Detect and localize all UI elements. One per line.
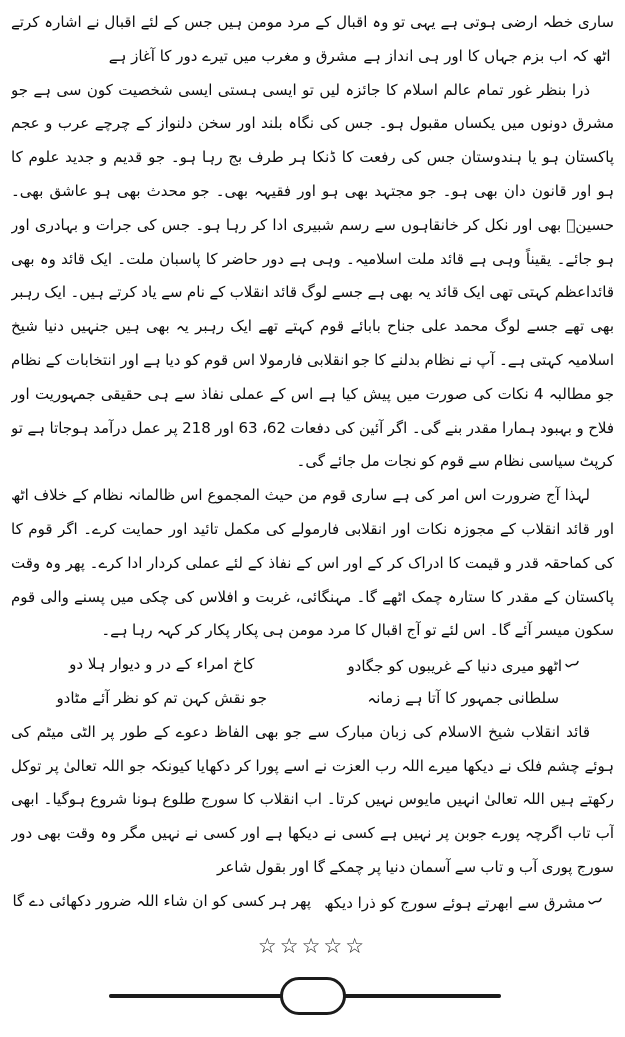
text-line: ہو اور قانون دان بھی ہو۔ جو مجتہد بھی ہو اور فقیہہ بھی۔ جو محدث بھی ہو عاشق بھی۔: [11, 181, 614, 200]
couplet-row: [11, 885, 614, 919]
hemistich-right: اٹھ کہ اب بزم جہاں کا اور ہی انداز ہے: [363, 46, 611, 65]
hemistich-left: مشرق و مغرب میں تیرے دور کا آغاز ہے: [108, 46, 358, 65]
text-line: قائداعظم کہتی تھی ایک قائد یہ بھی ہے جسے لوگ قائد انقلاب کے نام سے یاد کرتے ہیں۔ ایک رہبر: [11, 283, 614, 302]
text-line: سورج پوری آب و تاب سے آسمان دنیا پر چمکے گا اور بقول شاعر: [217, 857, 614, 876]
hemistich-left: کاخ امراء کے در و دیوار ہلا دو: [69, 655, 255, 674]
hemistich-right: [313, 648, 615, 682]
text-line: آب تاب اگرچہ پورے جوبن پر نہیں ہے کسی نے دیکھا ہے اور کسی نے نہیں مگر وہ وقت بھی دور: [11, 824, 614, 843]
text-line: سکون میسر آئے گا۔ اس لئے تو آج اقبال کا مرد مومن ہی پکار پکار کر کہہ رہا ہے۔: [101, 621, 614, 640]
verse-mark-icon: [565, 648, 579, 682]
text-line: فلاح و بہبود ہمارا مقدر بنے گی۔ اگر آئین کی دفعات 62، 63 اور 218 پر عمل درآمد ہوجاتا ہے تو: [11, 418, 614, 437]
hemistich-text: مشرق سے ابھرتے ہوئے سورج کو ذرا دیکھ: [324, 893, 586, 912]
text-line: ذرا بنظر غور تمام عالم اسلام کا جائزہ لیں تو ایسی ہستی ایسی شخصیت کون سی ہے جو: [11, 80, 590, 99]
hemistich-text: اٹھو میری دنیا کے غریبوں کو جگادو: [347, 657, 563, 676]
text-line: رکھتے ہیں اللہ تعالیٰ انہیں مایوس نہیں کرتا۔ اب انقلاب کا سورج طلوع ہونا شروع ہوگیا۔ ابھی: [11, 790, 614, 809]
star-separator: ☆☆☆☆☆: [257, 933, 368, 958]
text-line: پاکستان ہو یا ہندوستان جس کی رفعت کا ڈنکا ہر طرف بج رہا ہو۔ جو قدیم و جدید علوم کا: [11, 148, 614, 167]
hemistich-right: [313, 885, 615, 919]
couplet-row: [11, 40, 614, 74]
text-line: ساری خطہ ارضی ہوتی ہے یہی تو وہ اقبال کے مرد مومن ہیں جس کے لئے اقبال نے اشارہ کرتے: [11, 13, 614, 31]
text-line: اور قائد انقلاب کے مجوزہ نکات اور انقلابی فارمولے کی مکمل تائید اور حمایت کرے۔ اگر قوم کا: [11, 519, 614, 538]
couplet-row: [11, 648, 614, 682]
text-line: جو مطالبہ 4 نکات کی صورت میں پیش کیا ہے اس کے عملی نفاذ سے ہی حقیقی جمہوریت اور: [11, 384, 614, 403]
text-line: حسینؓ بھی اور نکل کر خانقاہوں سے رسم شبیری ادا کر رہا ہو۔ جس کی جرات و بہادری اور: [11, 215, 614, 234]
text-line: لہذا آج ضرورت اس امر کی ہے ساری قوم من حیث المجموع اس ظالمانہ نظام کے خلاف اٹھ: [11, 486, 590, 505]
text-line: پاکستان کے مقدر کا ستارہ چمک اٹھے گا۔ مہنگائی، غربت و افلاس کی چکی میں پسنے والی قوم: [11, 587, 614, 606]
text-line: اسلامیہ کہتی ہے۔ آپ نے نظام بدلنے کا جو انقلابی فارمولا اس قوم کو دیا ہے اور انتخابات کے نظام: [11, 350, 614, 369]
text-line: بھی تھے جسے لوگ محمد علی جناح بابائے قوم کہتے تھے ایک رہبر یہ بھی ہیں جنہیں دنیا شیخ: [11, 317, 614, 336]
text-line: مشرق دونوں میں یکساں مقبول ہو۔ جس کی نگاہ بلند اور سخن دلنواز کے چرچے عرب و عجم: [11, 114, 614, 133]
verse-mark-icon: [588, 885, 602, 919]
text-line: قائد انقلاب شیخ الاسلام کی زبان مبارک سے جو بھی الفاظ دعوے کے طور پر الٹی میٹم کی: [11, 722, 590, 741]
hemistich-left: جو نقش کہن تم کو نظر آئے مٹادو: [56, 688, 268, 707]
text-line: ہوئے چشم فلک نے دیکھا میرے اللہ رب العزت نے اسے پورا کر دکھایا کیونکہ جو اللہ تعالیٰ پر توکل: [11, 756, 614, 775]
text-line: کی کماحقہ قدر و قیمت کا ادراک کر کے اور اس کے نفاذ کے لئے عملی کردار ادا کرے۔ پھر وہ وقت: [11, 553, 614, 572]
couplet-row: [11, 682, 614, 716]
text-line: ہو جائے۔ یقیناً وہی ہے قائد ملت اسلامیہ۔ وہی ہے دور حاضر کا پاسبان ملت۔ ایک قائد وہ بھی: [11, 249, 614, 268]
text-line: کرپٹ سیاسی نظام سے قوم کو نجات مل جائے گی۔: [296, 452, 614, 471]
hemistich-right: سلطانی جمہور کا آتا ہے زمانہ: [367, 688, 560, 707]
footer-capsule: [280, 977, 346, 1015]
hemistich-left: پھر ہر کسی کو ان شاء اللہ ضرور دکھائی دے گا: [12, 891, 312, 910]
footer-divider: [11, 973, 614, 1019]
